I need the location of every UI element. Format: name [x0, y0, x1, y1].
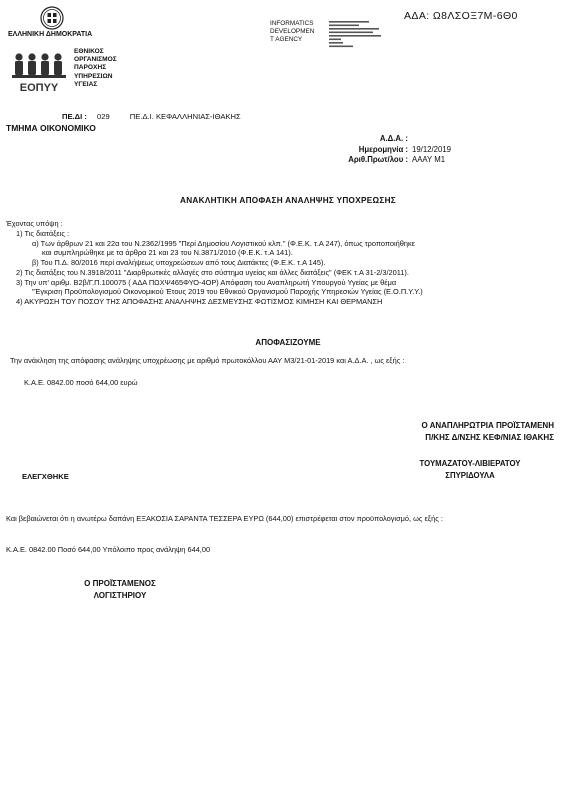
meta-row-ada: [300, 134, 500, 145]
agency-line: T AGENCY: [270, 36, 303, 43]
department-title: ΤΜΗΜΑ ΟΙΚΟΝΟΜΙΚΟ: [6, 123, 96, 133]
pedi-line: [62, 112, 241, 121]
country-name: ΕΛΛΗΝΙΚΗ ΔΗΜΟΚΡΑΤΙΑ: [8, 31, 93, 38]
consideration-item: 1) Τις διατάξεις :: [16, 228, 70, 238]
decision-heading: ΑΠΟΦΑΣΙΖΟΥΜΕ: [255, 338, 321, 347]
pedi-label: ΠΕ.ΔΙ :: [62, 112, 87, 121]
accounting-head: [40, 578, 200, 601]
meta-row-protocol: [300, 155, 500, 166]
certification-kae: Κ.Α.Ε. 0842.00 Ποσό 644,00 Υπόλοιπο προς ανάληψη 644,00: [6, 545, 211, 554]
org-line: ΥΓΕΙΑΣ: [74, 80, 98, 88]
consideration-item: β) Του Π.Δ. 80/2016 περί αναλήψεως υποχρεώσεων από τους Διατάκτες (Φ.Ε.Κ. τ.Α 145).: [32, 258, 326, 268]
pedi-name: ΠΕ.Δ.Ι. ΚΕΦΑΛΛΗΝΙΑΣ-ΙΘΑΚΗΣ: [129, 112, 241, 121]
consideration-item: 4) ΑΚΥΡΩΣΗ ΤΟΥ ΠΟΣΟΥ ΤΗΣ ΑΠΟΦΑΣΗΣ ΑΝΑΛΗΨΗΣ ΔΕΣΜΕΥΣΗΣ ΦΩΤΙΣΜΟΣ ΚΙΜΗΣΗ ΚΑΙ ΘΕΡΜΑΝΣΗ: [16, 297, 383, 307]
date-label: Ημερομηνία :: [358, 144, 408, 154]
document-meta: [300, 134, 500, 166]
greek-emblem-icon: [40, 6, 64, 30]
checked-label: ΕΛΕΓΧΘΗΚΕ: [22, 472, 69, 481]
consideration-item: α) Των άρθρων 21 και 22α του Ν.2362/1995 "Περί Δημοσίου Λογιστικού κλπ." (Φ.Ε.Κ. τ.Α 247), όπως τροποποιήθηκε: [32, 238, 415, 248]
org-line: ΠΑΡΟΧΗΣ: [74, 64, 107, 72]
agency-line: DEVELOPMEN: [270, 28, 315, 35]
decision-text: Την ανάκληση της απόφασης ανάληψης υποχρέωσης με αριθμό πρωτοκόλλου ΑΑΥ Μ3/21-01-2019 και Α.Δ.Α. , ως εξής :: [10, 356, 405, 365]
ada-label: Α.Δ.Α. :: [379, 134, 408, 143]
director-line: Π/ΚΗΣ Δ/ΝΣΗΣ ΚΕΦ/ΝΙΑΣ ΙΘΑΚΗΣ: [425, 433, 554, 443]
considerations: [6, 219, 423, 307]
signatory-line: ΣΠΥΡΙΔΟΥΛΑ: [445, 470, 495, 480]
agency-line: INFORMATICS: [270, 20, 314, 27]
director-line: Ο ΑΝΑΠΛΗΡΩΤΡΙΑ ΠΡΟΪΣΤΑΜΕΝΗ: [421, 421, 554, 430]
decision-kae: Κ.Α.Ε. 0842.00 ποσό 644,00 ευρώ: [24, 378, 138, 387]
digital-signature-stamp: [329, 21, 385, 55]
eopyy-logo: [10, 48, 68, 94]
accounting-line: Ο ΠΡΟΪΣΤΑΜΕΝΟΣ: [84, 579, 156, 588]
org-line: ΥΠΗΡΕΣΙΩΝ: [74, 72, 113, 80]
director-title: [354, 420, 554, 445]
document-title: ΑΝΑΚΛΗΤΙΚΗ ΑΠΟΦΑΣΗ ΑΝΑΛΗΨΗΣ ΥΠΟΧΡΕΩΣΗΣ: [179, 196, 397, 205]
signatory-line: ΤΟΥΜΑΖΑΤΟΥ-ΛΙΒΙΕΡΑΤΟΥ: [419, 459, 521, 468]
certification-text: Και βεβαιώνεται ότι η ανωτέρω δαπάνη ΕΞΑΚΟΣΙΑ ΣΑΡΑΝΤΑ ΤΕΣΣΕΡΑ ΕΥΡΩ (644,00) επιστρέφεται στον προϋπολογισμό, ως εξής :: [6, 514, 443, 523]
date-value: 19/12/2019: [412, 144, 452, 154]
protocol-label: Αριθ.Πρωτ/λου :: [348, 155, 408, 165]
org-line: ΕΘΝΙΚΟΣ: [74, 48, 104, 55]
considerations-intro: Έχοντας υπόψη :: [6, 219, 63, 228]
signatory-name: [380, 458, 560, 481]
consideration-item: "Έγκριση Προϋπολογισμού Οικονομικού Έτους 2019 του Εθνικού Οργανισμού Παροχής Υπηρεσιών Υγείας (Ε.Ο.Π.Υ.Υ.): [32, 287, 423, 297]
org-line: ΟΡΓΑΝΙΣΜΟΣ: [74, 56, 117, 64]
ada-code-header: ΑΔΑ: Ω8ΛΣΟΞ7Μ-6Θ0: [404, 10, 518, 22]
consideration-item: 2) Τις διατάξεις του Ν.3918/2011 "Διαρθρωτικές αλλαγές στο σύστημα υγείας και άλλες διατάξεις" (ΦΕΚ τ.Α 31-2/3/2011).: [16, 267, 409, 277]
consideration-item: 3) Την υπ' αριθμ. Β2β/Γ.Π.100075 ( ΑΔΑ ΠΩΧΨ465ΦΥΟ-4ΟΡ) Απόφαση του Αναπληρωτή Υπουργού Υγείας με θέμα: [16, 277, 397, 287]
informatics-agency: [270, 20, 314, 44]
organization-name: [74, 48, 117, 89]
protocol-value: ΑΑΑΥ Μ1: [412, 155, 446, 165]
pedi-code: 029: [97, 112, 110, 121]
meta-row-date: [300, 145, 500, 156]
accounting-line: ΛΟΓΙΣΤΗΡΙΟΥ: [93, 590, 147, 600]
eopyy-logo-text: ΕΟΠΥΥ: [19, 82, 59, 94]
ada-value: [412, 134, 500, 145]
consideration-item: και συμπληρώθηκε με τα άρθρα 21 και 23 του Ν.3871/2010 (Φ.Ε.Κ. τ.Α 141).: [42, 248, 293, 258]
